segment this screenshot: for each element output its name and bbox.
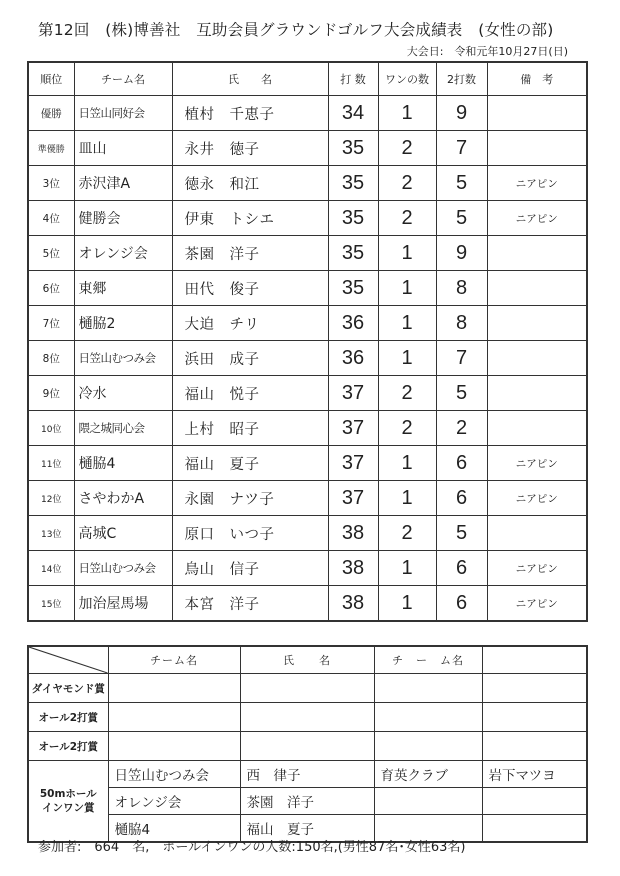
hole-in-one-cell: 2 [378,376,436,411]
hole-in-one-cell: 1 [378,481,436,516]
name-cell: 浜田 成子 [172,341,328,376]
participants-summary: 参加者: 664 名, ホールインワンの人数:150名,(男性87名･女性63名) [38,840,466,855]
team-cell: 日笠山むつみ会 [74,341,172,376]
name-cell: 大迫 チリ [172,306,328,341]
team-cell: さやわかA [74,481,172,516]
name-cell: 田代 俊子 [172,271,328,306]
hio-team: オレンジ会 [108,788,240,815]
result-row [28,516,587,551]
rank-cell: 9位 [28,376,74,411]
hole-in-one-cell: 2 [378,166,436,201]
team-cell: 加治屋馬場 [74,586,172,622]
hio-name: 西 律子 [240,761,374,788]
rank-cell: 4位 [28,201,74,236]
rank-cell: 3位 [28,166,74,201]
results-header-row [28,62,587,96]
note-cell [487,236,587,271]
hole-in-one-cell: 2 [378,411,436,446]
two-strokes-cell: 6 [436,586,487,622]
two-strokes-cell: 8 [436,306,487,341]
name-cell: 永園 ナツ子 [172,481,328,516]
name-cell: 福山 夏子 [172,446,328,481]
name-cell: 上村 昭子 [172,411,328,446]
team-cell: 赤沢津A [74,166,172,201]
hio-name2 [482,788,587,815]
two-strokes-cell: 5 [436,376,487,411]
strokes-cell: 37 [328,446,378,481]
name-cell: 徳永 和江 [172,166,328,201]
name-cell: 福山 悦子 [172,376,328,411]
team-cell: 高城C [74,516,172,551]
two-strokes-cell: 6 [436,551,487,586]
hole-in-one-cell: 2 [378,131,436,166]
event-date: 大会日: 令和元年10月27日(日) [406,45,568,58]
team-cell: 日笠山同好会 [74,96,172,131]
strokes-cell: 37 [328,411,378,446]
team-cell: 冷水 [74,376,172,411]
hio-label-2: インワン賞 [42,802,95,814]
hio-team2: 育英クラブ [374,761,482,788]
note-cell [487,376,587,411]
hio-team: 樋脇4 [108,815,240,843]
result-row [28,201,587,236]
awards-corner-cell [28,646,108,674]
name-cell: 茶園 洋子 [172,236,328,271]
two-strokes-cell: 5 [436,516,487,551]
note-cell [487,306,587,341]
strokes-cell: 38 [328,551,378,586]
result-row [28,586,587,622]
hio-name2: 岩下マツヨ [482,761,587,788]
award-hole-in-one [28,761,108,843]
result-row [28,96,587,131]
result-row [28,341,587,376]
note-cell: ニアピン [487,446,587,481]
award-cell [482,674,587,703]
award-cell [240,732,374,761]
strokes-cell: 37 [328,376,378,411]
strokes-cell: 35 [328,271,378,306]
hole-in-one-cell: 1 [378,271,436,306]
note-cell [487,96,587,131]
strokes-cell: 35 [328,166,378,201]
header-two-strokes: 2打数 [436,62,487,96]
awards-header-name: 氏 名 [240,646,374,674]
strokes-cell: 36 [328,341,378,376]
team-cell: 東郷 [74,271,172,306]
note-cell [487,131,587,166]
note-cell [487,341,587,376]
rank-cell: 6位 [28,271,74,306]
hio-name: 茶園 洋子 [240,788,374,815]
awards-header-blank [482,646,587,674]
rank-cell: 7位 [28,306,74,341]
rank-cell: 13位 [28,516,74,551]
hole-in-one-cell: 1 [378,586,436,622]
header-strokes: 打 数 [328,62,378,96]
award-cell [240,674,374,703]
two-strokes-cell: 8 [436,271,487,306]
team-cell: 隈之城同心会 [74,411,172,446]
hole-in-one-cell: 1 [378,306,436,341]
award-all-two-2: オール2打賞 [28,732,108,761]
hio-label-1: 50mホール [39,788,97,800]
result-row [28,481,587,516]
header-rank: 順位 [28,62,74,96]
awards-header-team2: チ ー ム名 [374,646,482,674]
rank-cell: 準優勝 [28,131,74,166]
rank-cell: 11位 [28,446,74,481]
strokes-cell: 38 [328,516,378,551]
two-strokes-cell: 9 [436,236,487,271]
hio-team: 日笠山むつみ会 [108,761,240,788]
result-row [28,551,587,586]
team-cell: 樋脇4 [74,446,172,481]
diagonal-line [29,647,108,673]
note-cell: ニアピン [487,481,587,516]
rank-cell: 優勝 [28,96,74,131]
result-row [28,236,587,271]
name-cell: 永井 徳子 [172,131,328,166]
award-cell [108,674,240,703]
rank-cell: 8位 [28,341,74,376]
name-cell: 本宮 洋子 [172,586,328,622]
note-cell [487,411,587,446]
award-cell [374,674,482,703]
hole-in-one-cell: 1 [378,236,436,271]
two-strokes-cell: 6 [436,481,487,516]
team-cell: 樋脇2 [74,306,172,341]
hole-in-one-cell: 1 [378,96,436,131]
hio-name: 福山 夏子 [240,815,374,843]
note-cell: ニアピン [487,201,587,236]
note-cell: ニアピン [487,166,587,201]
hole-in-one-cell: 1 [378,446,436,481]
name-cell: 伊東 トシエ [172,201,328,236]
two-strokes-cell: 7 [436,341,487,376]
two-strokes-cell: 7 [436,131,487,166]
award-diamond: ダイヤモンド賞 [28,674,108,703]
header-name: 氏 名 [172,62,328,96]
strokes-cell: 35 [328,201,378,236]
team-cell: 皿山 [74,131,172,166]
name-cell: 鳥山 信子 [172,551,328,586]
hole-in-one-cell: 1 [378,551,436,586]
strokes-cell: 37 [328,481,378,516]
two-strokes-cell: 2 [436,411,487,446]
awards-table [27,645,588,843]
result-row [28,271,587,306]
results-table [27,61,588,622]
award-cell [374,732,482,761]
result-row [28,166,587,201]
rank-cell: 12位 [28,481,74,516]
result-row [28,306,587,341]
rank-cell: 5位 [28,236,74,271]
award-cell [240,703,374,732]
strokes-cell: 35 [328,236,378,271]
hole-in-one-cell: 2 [378,201,436,236]
note-cell: ニアピン [487,551,587,586]
hole-in-one-cell: 2 [378,516,436,551]
two-strokes-cell: 5 [436,166,487,201]
header-team: チーム名 [74,62,172,96]
award-cell [108,732,240,761]
hio-name2 [482,815,587,843]
name-cell: 植村 千恵子 [172,96,328,131]
note-cell: ニアピン [487,586,587,622]
page-title: 第12回 (株)博善社 互助会員グラウンドゴルフ大会成績表 (女性の部) [38,21,554,39]
rank-cell: 14位 [28,551,74,586]
hole-in-one-cell: 1 [378,341,436,376]
two-strokes-cell: 5 [436,201,487,236]
result-row [28,376,587,411]
result-row [28,131,587,166]
two-strokes-cell: 6 [436,446,487,481]
team-cell: 日笠山むつみ会 [74,551,172,586]
note-cell [487,271,587,306]
strokes-cell: 38 [328,586,378,622]
note-cell [487,516,587,551]
name-cell: 原口 いつ子 [172,516,328,551]
header-hole-in-one: ワンの数 [378,62,436,96]
result-row [28,446,587,481]
header-note: 備 考 [487,62,587,96]
strokes-cell: 36 [328,306,378,341]
result-row [28,411,587,446]
award-all-two-1: オール2打賞 [28,703,108,732]
award-cell [108,703,240,732]
strokes-cell: 34 [328,96,378,131]
rank-cell: 10位 [28,411,74,446]
team-cell: オレンジ会 [74,236,172,271]
hio-team2 [374,788,482,815]
award-cell [482,703,587,732]
award-cell [374,703,482,732]
strokes-cell: 35 [328,131,378,166]
award-cell [482,732,587,761]
team-cell: 健勝会 [74,201,172,236]
rank-cell: 15位 [28,586,74,622]
awards-header-team: チーム名 [108,646,240,674]
two-strokes-cell: 9 [436,96,487,131]
